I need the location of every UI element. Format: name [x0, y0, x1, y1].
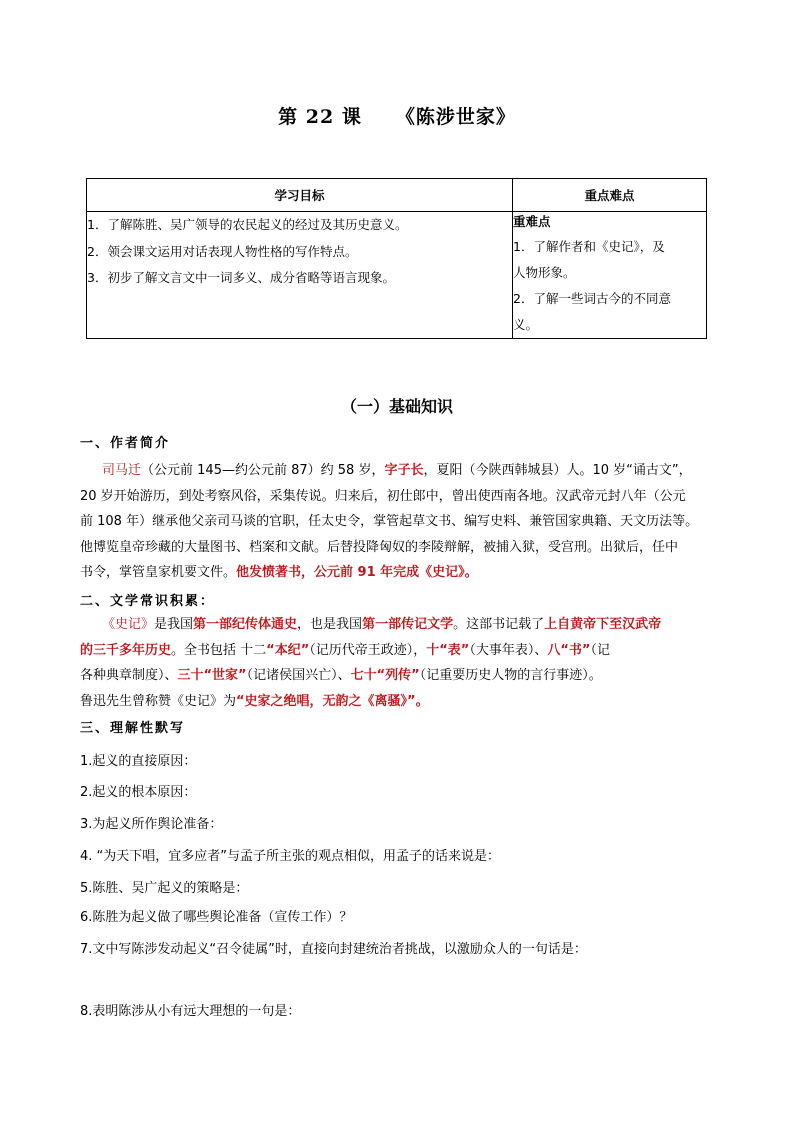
- page-title: [0, 102, 794, 129]
- literature-line-1: 《史记》是我国第一部纪传体通史，也是我国第一部传记文学。这部书记载了上自黄帝下至汉武帝: [102, 617, 662, 632]
- section-title: （一）基础知识: [340, 397, 453, 416]
- author-line-1: 司马迁（公元前 145—约公元前 87）约 58 岁，字子长，夏阳（今陕西韩城县）人。10 岁“诵古文”，: [102, 463, 692, 478]
- question-1: 1.起义的直接原因：: [80, 754, 197, 769]
- key-line: 义。: [513, 317, 539, 332]
- question-8: 8.表明陈涉从小有远大理想的一句是：: [80, 1004, 301, 1019]
- author-paragraph: [80, 458, 730, 586]
- question-4: 4. “为天下唱，宜多应者”与孟子所主张的观点相似，用孟子的话来说是：: [80, 849, 501, 864]
- keys-header: 重点难点: [513, 179, 707, 212]
- literature-line-4: 鲁迅先生曾称赞《史记》为“史家之绝唱，无韵之《离骚》”。: [80, 693, 429, 709]
- literature-paragraph: [80, 612, 730, 714]
- recitation-heading: 三、理解性默写: [80, 721, 186, 736]
- author-line-3: 前 108 年）继承他父亲司马谈的官职，任太史令，掌管起草文书、编写史料、兼管国家典籍、天文历法等。: [80, 514, 699, 529]
- author-line-5: 书令，掌管皇家机要文件。他发愤著书，公元前 91 年完成《史记》。: [80, 565, 478, 580]
- question-3: 3.为起义所作舆论准备：: [80, 817, 223, 832]
- key-line: 2．了解一些词古今的不同意: [513, 291, 671, 306]
- question-5: 5.陈胜、吴广起义的策略是：: [80, 881, 249, 896]
- author-line-2: 20 岁开始游历，到处考察风俗，采集传说。归来后，初仕郎中，曾出使西南各地。汉武帝元封八年（公元: [80, 488, 686, 504]
- lesson-name: 《陈涉世家》: [395, 106, 516, 128]
- lesson-number: 第 22 课: [278, 106, 362, 128]
- goals-cell: [87, 212, 513, 339]
- goal-item: 3．初步了解文言文中一词多义、成分省略等语言现象。: [87, 270, 395, 285]
- keys-heading: 重难点: [513, 214, 551, 229]
- keys-cell: [513, 212, 707, 339]
- author-line-4: 他博览皇帝珍藏的大量图书、档案和文献。后替投降匈奴的李陵辩解，被捕入狱，受宫刑。出狱后，任中: [80, 539, 679, 555]
- literature-heading: 二、文学常识积累：: [80, 594, 216, 609]
- question-7: 7.文中写陈涉发动起义“召令徒属”时，直接向封建统治者挑战，以激励众人的一句话是：: [80, 942, 587, 957]
- goals-header: 学习目标: [87, 179, 513, 212]
- literature-line-3: 各种典章制度）、三十“世家”（记诸侯国兴亡）、七十“列传”（记重要历史人物的言行事迹）。: [80, 668, 602, 683]
- goal-item: 1．了解陈胜、吴广领导的农民起义的经过及其历史意义。: [87, 217, 408, 232]
- objectives-table: [86, 178, 707, 339]
- question-6: 6.陈胜为起义做了哪些舆论准备（宣传工作）？: [80, 910, 353, 925]
- literature-line-2: 的三千多年历史。全书包括 十二“本纪”（记历代帝王政迹），十“表”（大事年表）、八“书”（记: [80, 642, 610, 658]
- author-heading: 一、作者简介: [80, 436, 171, 451]
- key-line: 1．了解作者和《史记》，及: [513, 239, 665, 254]
- key-line: 人物形象。: [513, 265, 576, 280]
- question-2: 2.起义的根本原因：: [80, 785, 197, 800]
- goal-item: 2．领会课文运用对话表现人物性格的写作特点。: [87, 243, 358, 259]
